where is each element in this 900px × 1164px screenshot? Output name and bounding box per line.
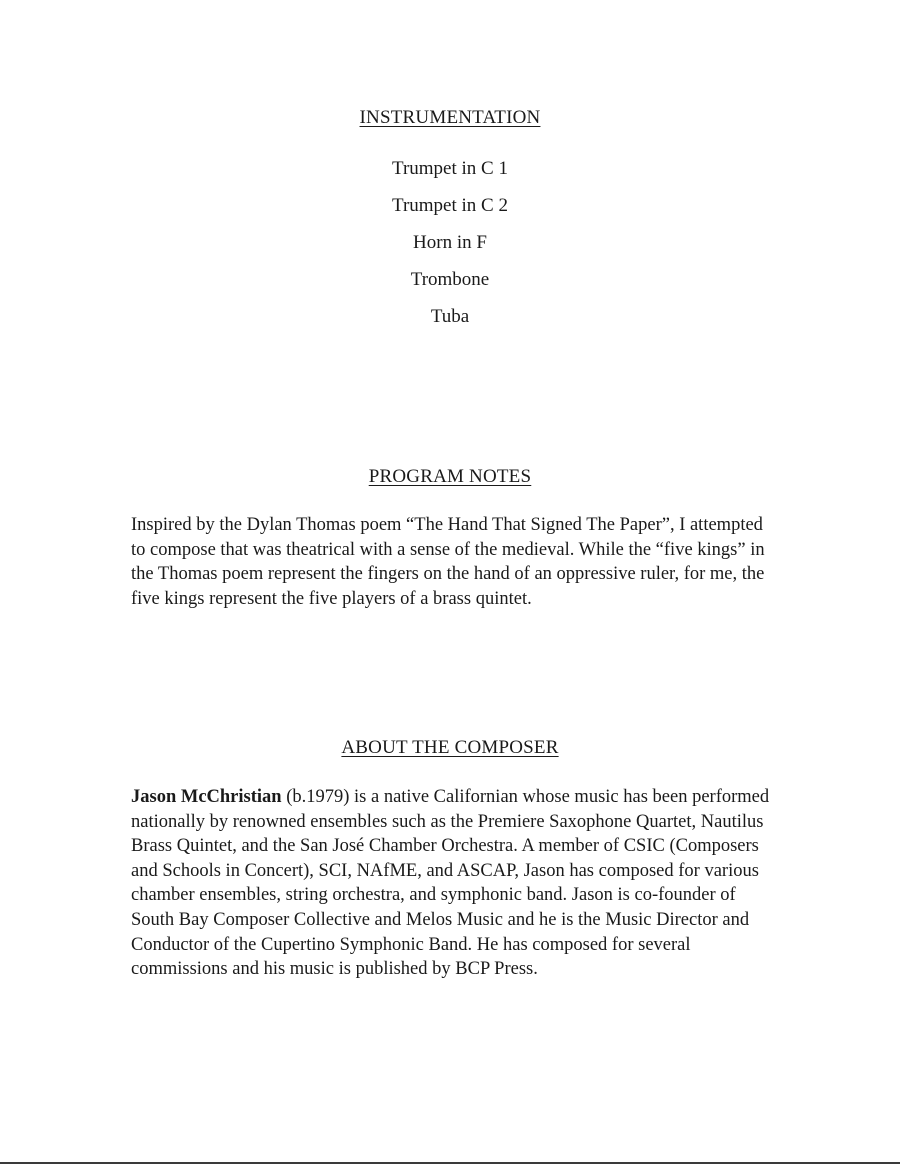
instrument-item: Trumpet in C 2: [392, 195, 508, 216]
program-notes-paragraph: Inspired by the Dylan Thomas poem “The Hand That Signed The Paper”, I attempted to compose that was theatrical with a sense of the medieval. While the “five kings” in the Thomas poem represent the fingers on the hand of an oppressive ruler, for me, the five kings represent the five players of a brass quintet.: [131, 515, 765, 609]
instrumentation-heading-text: INSTRUMENTATION: [359, 107, 541, 128]
instrumentation-heading: [0, 107, 900, 129]
instrument-item: Trumpet in C 1: [392, 158, 508, 179]
composer-name: Jason McChristian: [131, 787, 282, 807]
about-composer-heading: [0, 737, 900, 759]
program-notes-heading: [0, 466, 900, 488]
instrument-item: Tuba: [430, 306, 470, 327]
about-composer-heading-text: ABOUT THE COMPOSER: [341, 737, 559, 758]
instrument-item: Horn in F: [413, 232, 487, 253]
composer-bio-paragraph: [131, 785, 776, 982]
composer-bio-text: (b.1979) is a native Californian whose music has been performed nationally by renowned ensembles such as the Premiere Saxophone Quartet, Nautilus Brass Quintet, and the San José Chamber Orchestra. A member of CSIC (Composers and Schools in Concert), SCI, NAfME, and ASCAP, Jason has composed for various chamber ensembles, string orchestra, and symphonic band. Jason is co-founder of South Bay Composer Collective and Melos Music and he is the Music Director and Conductor of the Cupertino Symphonic Band. He has composed for several commissions and his music is published by BCP Press.: [131, 787, 770, 980]
instrument-item: Trombone: [410, 269, 490, 290]
instrument-list: [0, 155, 900, 340]
program-notes-heading-text: PROGRAM NOTES: [368, 466, 532, 487]
